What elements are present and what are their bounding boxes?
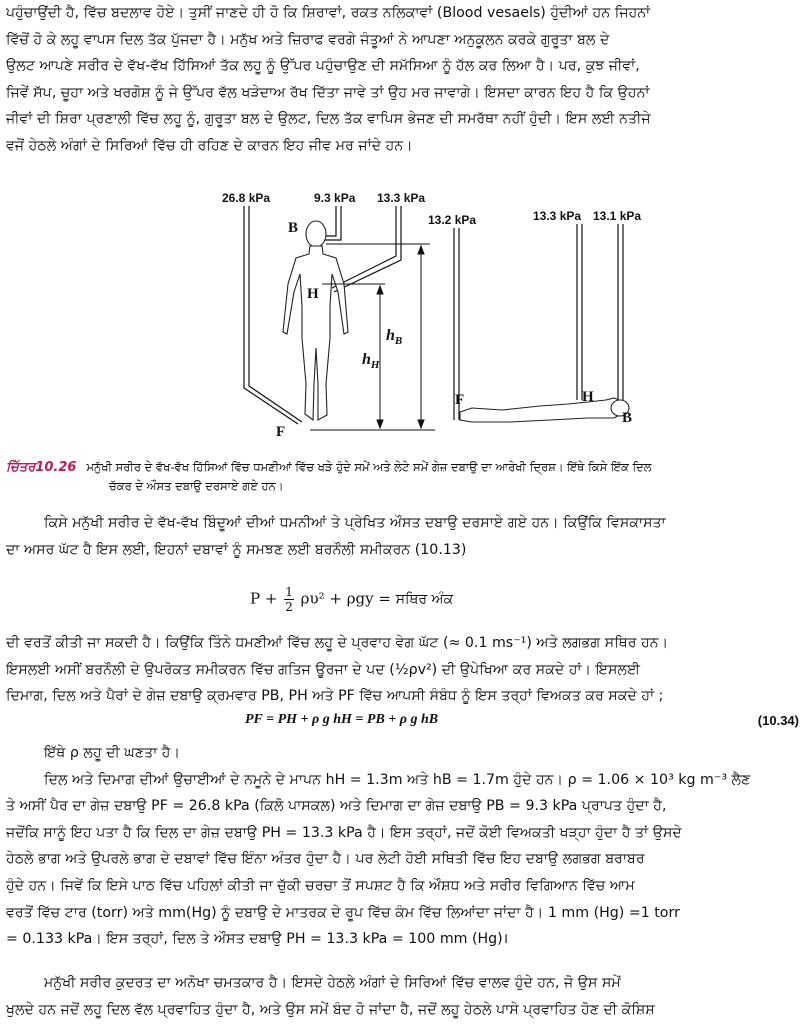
text-line: ਕਿਸੇ ਮਨੁੱਖੀ ਸਰੀਰ ਦੇ ਵੱਖ-ਵੱਖ ਬਿੰਦੂਆਂ ਦੀਆਂ ਧਮਨੀਆਂ ਤੇ ਪ੍ਰੇਖਿਤ ਔਸਤ ਦਬਾਉ ਦਰਸਾਏ ਗਏ ਹਨ। ਕਿਉਂਕਿ ਵਿਸਕਾਸਤਾ — [44, 515, 666, 531]
caption-label: ਚਿੱਤਰ10.26 — [6, 460, 77, 475]
text-line: ਦੀ ਵਰਤੋਂ ਕੀਤੀ ਜਾ ਸਕਦੀ ਹੈ। ਕਿਉਂਕਿ ਤਿੰਨੇ ਧਮਣੀਆਂ ਵਿੱਚ ਲਹੂ ਦੇ ਪ੍ਰਵਾਹ ਵੇਗ ਘੱਟ (≈ 0.1 ms⁻¹) ਅਤੇ ਲਗਭਗ ਸਥਿਰ ਹਨ। — [6, 635, 669, 651]
caption-text: ਮਨੁੱਖੀ ਸਰੀਰ ਦੇ ਵੱਖ-ਵੱਖ ਹਿੱਸਿਆਂ ਵਿੱਚ ਧਮਣੀਆਂ ਵਿੱਚ ਖੜੇ ਹੁੰਦੇ ਸਮੇਂ ਅਤੇ ਲੇਟੇ ਸਮੇਂ ਗੇਜ਼ ਦਬਾਉ ਦਾ ਆਰੇਖੀ ਦ੍ਰਿਸ਼। ਇੱਥੇ ਕਿਸੇ ਇੱਕ ਦਿਲ — [86, 460, 652, 474]
text-line: ਵਜੋਂ ਹੇਠਲੇ ਅੰਗਾਂ ਦੇ ਸਿਰਿਆਂ ਵਿੱਚ ਹੀ ਰਹਿਣ ਦੇ ਕਾਰਨ ਇਹ ਜੀਵ ਮਰ ਜਾਂਦੇ ਹਨ। — [6, 137, 413, 154]
text-line: ਉਲਟ ਆਪਣੇ ਸਰੀਰ ਦੇ ਵੱਖ-ਵੱਖ ਹਿੱਸਿਆਂ ਤੱਕ ਲਹੂ ਨੂੰ ਉੱਪਰ ਪਹੁੰਚਾਉਣ ਦੀ ਸਮੱਸਿਆ ਨੂੰ ਹੱਲ ਕਰ ਲਿਆ ਹੈ। ਪਰ, ਕੁਝ ਜੀਵਾਂ, — [6, 58, 640, 75]
pressure-paragraph — [6, 510, 801, 563]
pressure-relation-equation: PF = PH + ρ g hH = PB + ρ g hB — [245, 712, 439, 727]
pressure-label-lying-right: 13.1 kPa — [593, 209, 642, 223]
eq-rhs: ਸਥਿਰ ਅੰਕ — [395, 591, 454, 608]
eq-frac-den: 2 — [285, 600, 293, 614]
text-line: ਹੇਠਲੇ ਭਾਗ ਅਤੇ ਉਪਰਲੇ ਭਾਗ ਦੇ ਦਬਾਵਾਂ ਵਿੱਚ ਇੰਨਾ ਅੰਤਰ ਹੁੰਦਾ ਹੈ। ਪਰ ਲੇਟੀ ਹੋਈ ਸਥਿਤੀ ਵਿੱਚ ਇਹ ਦਬਾਉ ਲਗਭਗ ਬਰਾਬਰ — [6, 851, 645, 868]
text-line: ਦਿਲ ਅਤੇ ਦਿਮਾਗ ਦੀਆਂ ਉਚਾਈਆਂ ਦੇ ਨਮੂਨੇ ਦੇ ਮਾਪਨ hH = 1.3m ਅਤੇ hB = 1.7m ਹੁੰਦੇ ਹਨ। ρ = 1.06 × 10³ kg m⁻³ ਲੈਣ — [44, 771, 751, 788]
pressure-values-paragraph — [6, 740, 801, 953]
text-line: ਤੇ ਅਸੀਂ ਪੈਰ ਦਾ ਗੇਜ਼ ਦਬਾਉ PF = 26.8 kPa (ਕਿਲੋ ਪਾਸਕਲ) ਅਤੇ ਦਿਮਾਗ ਦਾ ਗੇਜ਼ ਦਬਾਉ PB = 9.3 kPa ਪ੍ਰਾਪਤ ਹੁੰਦਾ ਹੈ, — [6, 798, 667, 815]
label-hH — [362, 351, 380, 371]
bernoulli-equation — [250, 585, 453, 614]
figure-caption — [6, 458, 801, 495]
label-lying-heart: H — [582, 389, 594, 405]
bernoulli-application — [6, 630, 801, 710]
label-heart: H — [307, 286, 319, 302]
text-line: ਇਸਲਈ ਅਸੀਂ ਬਰਨੌਲੀ ਦੇ ਉਪਰੋਕਤ ਸਮੀਕਰਨ ਵਿੱਚ ਗਤਿਜ ਊਰਜਾ ਦੇ ਪਦ (½ρv²) ਦੀ ਉਪੇਖਿਆ ਕਰ ਸਕਦੇ ਹਾਂ। ਇਸਲਈ — [6, 661, 641, 678]
standing-body — [283, 221, 348, 420]
eq-terms: ρυ² + ρgy = — [300, 589, 396, 608]
label-hB-main: h — [386, 327, 395, 344]
label-hH-main: h — [362, 351, 371, 368]
label-lying-feet: F — [455, 392, 465, 408]
label-hB-sub: B — [394, 335, 403, 347]
intro-paragraph — [6, 0, 801, 160]
text-line: ਹੁੰਦੇ ਹਨ। ਜਿਵੇਂ ਕਿ ਇਸੇ ਪਾਠ ਵਿੱਚ ਪਹਿਲਾਂ ਕੀਤੀ ਜਾ ਚੁੱਕੀ ਚਰਚਾ ਤੋਂ ਸਪਸ਼ਟ ਹੈ ਕਿ ਔਸ਼ਧ ਅਤੇ ਸਰੀਰ ਵਿਗਿਆਨ ਵਿੱਚ ਆਮ — [6, 877, 635, 894]
text-line: ਜਦੋਂਕਿ ਸਾਨੂੰ ਇਹ ਪਤਾ ਹੈ ਕਿ ਦਿਲ ਦਾ ਗੇਜ਼ ਦਬਾਉ PH = 13.3 kPa ਹੈ। ਇਸ ਤਰ੍ਹਾਂ, ਜਦੋਂ ਕੋਈ ਵਿਅਕਤੀ ਖੜ੍ਹਾ ਹੁੰਦਾ ਹੈ ਤਾਂ ਉਸਦੇ — [6, 824, 682, 841]
text-line: ਪਹੁੰਚਾਉਂਦੀ ਹੈ, ਵਿੱਚ ਬਦਲਾਵ ਹੋਏ। ਤੁਸੀਂ ਜਾਣਦੇ ਹੀ ਹੋ ਕਿ ਸ਼ਿਰਾਵਾਂ, ਰਕਤ ਨਲਿਕਾਵਾਂ (Blood vesaels) ਹੁੰਦੀਆਂ ਹਨ ਜਿਹਨਾਂ — [6, 5, 651, 21]
text-line: ਜਿਵੇਂ ਸੱਪ, ਚੂਹਾ ਅਤੇ ਖਰਗੋਸ਼ ਨੂੰ ਜੇ ਉੱਪਰ ਵੱਲ ਖੜੇਦਾਅ ਰੱਖ ਦਿੱਤਾ ਜਾਵੇ ਤਾਂ ਉਹ ਮਰ ਜਾਵਾਗੇ। ਇਸਦਾ ਕਾਰਨ ਇਹ ਹੈ ਕਿ ਉਹਨਾਂ — [6, 84, 650, 101]
label-hB — [386, 327, 402, 347]
equation-number: (10.34) — [757, 713, 799, 728]
eq-half-fraction — [284, 585, 294, 614]
pressure-label-brain: 9.3 kPa — [314, 191, 356, 205]
label-feet: F — [276, 424, 286, 440]
lying-body — [460, 398, 629, 422]
text-line: ਇੱਥੇ ρ ਲਹੂ ਦੀ ਘਣਤਾ ਹੈ। — [44, 745, 181, 761]
pressure-label-lying-left: 13.2 kPa — [428, 213, 477, 227]
label-hH-sub: H — [370, 359, 380, 371]
standing-manometers — [244, 206, 623, 424]
closing-paragraph — [6, 970, 801, 1023]
eq-lhs: P + — [250, 589, 278, 608]
text-line: ਵਿੱਚੋਂ ਹੋ ਕੇ ਲਹੂ ਵਾਪਸ ਦਿਲ ਤੱਕ ਪੁੱਜਦਾ ਹੈ। ਮਨੁੱਖ ਅਤੇ ਜ਼ਿਰਾਫ ਵਰਗੇ ਜੰਤੂਆਂ ਨੇ ਆਪਣਾ ਅਨੁਕੂਲਨ ਕਰਕੇ ਗੁਰੂਤਾ ਬਲ ਦੇ — [6, 31, 610, 48]
pressure-label-heart: 13.3 kPa — [377, 191, 426, 205]
text-line: ਖੁਲਦੇ ਹਨ ਜਦੋਂ ਲਹੂ ਦਿਲ ਵੱਲ ਪ੍ਰਵਾਹਿਤ ਹੁੰਦਾ ਹੈ, ਅਤੇ ਉਸ ਸਮੇਂ ਬੰਦ ਹੋ ਜਾਂਦਾ ਹੈ, ਜਦੋਂ ਲਹੂ ਹੇਠਲੇ ਪਾਸੇ ਪ੍ਰਵਾਹਿਤ ਹੋਣ ਦੀ ਕੋਸ਼ਿਸ਼ — [6, 1001, 655, 1018]
text-line: ਵਰਤੋਂ ਵਿੱਚ ਟਾਰ (torr) ਅਤੇ mm(Hg) ਨੂੰ ਦਬਾਉ ਦੇ ਮਾਤਰਕ ਦੇ ਰੂਪ ਵਿੱਚ ਕੰਮ ਵਿੱਚ ਲਿਆਂਦਾ ਜਾਂਦਾ ਹੈ। 1 mm (Hg) =1 torr — [6, 904, 680, 921]
pressure-label-feet: 26.8 kPa — [222, 191, 271, 205]
blood-pressure-figure — [210, 188, 660, 440]
eq-frac-num: 1 — [285, 585, 293, 599]
pressure-label-lying-mid: 13.3 kPa — [533, 209, 582, 223]
text-line: ਦਾ ਅਸਰ ਘੱਟ ਹੈ ਇਸ ਲਈ, ਇਹਨਾਂ ਦਬਾਵਾਂ ਨੂੰ ਸਮਝਣ ਲਈ ਬਰਨੌਲੀ ਸਮੀਕਰਨ (10.13) — [6, 541, 467, 558]
caption-line-2: ਚੱਕਰ ਦੇ ਔਸਤ ਦਬਾਉ ਦਰਸਾਏ ਗਏ ਹਨ। — [109, 479, 284, 493]
caption-line — [6, 458, 801, 477]
text-line: ਜੀਵਾਂ ਦੀ ਸ਼ਿਰਾ ਪ੍ਰਣਾਲੀ ਵਿੱਚ ਲਹੂ ਨੂੰ, ਗੁਰੂਤਾ ਬਲ ਦੇ ਉਲਟ, ਦਿਲ ਤੱਕ ਵਾਪਿਸ ਭੇਜਣ ਦੀ ਸਮਰੱਥਾ ਨਹੀਂ ਹੁੰਦੀ। ਇਸ ਲਈ ਨਤੀਜੇ — [6, 111, 651, 128]
text-line: ਦਿਮਾਗ, ਦਿਲ ਅਤੇ ਪੈਰਾਂ ਦੇ ਗੇਜ਼ ਦਬਾਉ ਕ੍ਰਮਵਾਰ PB, PH ਅਤੇ PF ਵਿੱਚ ਆਪਸੀ ਸੰਬੰਧ ਨੂੰ ਇਸ ਤਰ੍ਹਾਂ ਵਿਅਕਤ ਕਰ ਸਕਦੇ ਹਾਂ ; — [6, 688, 664, 705]
text-line: = 0.133 kPa। ਇਸ ਤਰ੍ਹਾਂ, ਦਿਲ ਤੇ ਔਸਤ ਦਬਾਉ PH = 13.3 kPa = 100 mm (Hg)। — [6, 931, 509, 948]
label-lying-brain: B — [622, 410, 633, 426]
label-brain: B — [288, 220, 299, 236]
text-line: ਮਨੁੱਖੀ ਸਰੀਰ ਕੁਦਰਤ ਦਾ ਅਨੋਖਾ ਚਮਤਕਾਰ ਹੈ। ਇਸਦੇ ਹੇਠਲੇ ਅੰਗਾਂ ਦੇ ਸਿਰਿਆਂ ਵਿੱਚ ਵਾਲਵ ਹੁੰਦੇ ਹਨ, ਜੋ ਉਸ ਸਮੇਂ — [44, 975, 621, 991]
